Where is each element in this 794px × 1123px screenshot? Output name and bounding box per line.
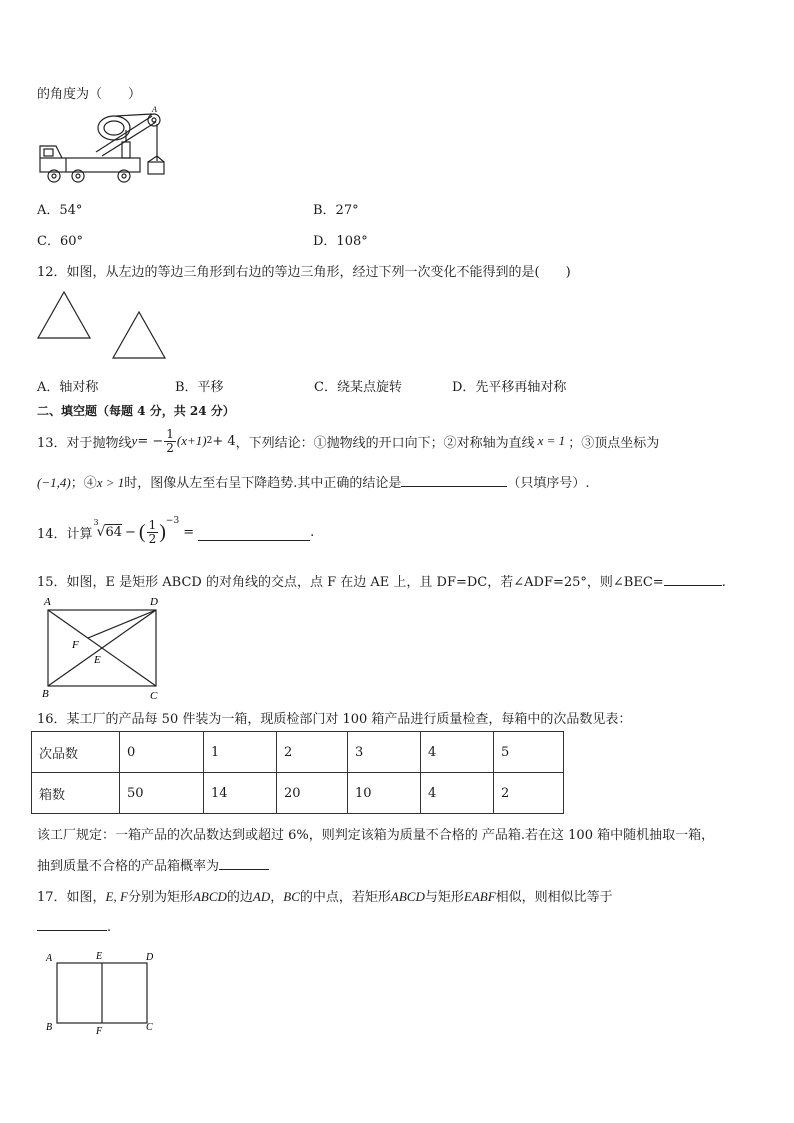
q17-t3: ， <box>270 890 284 905</box>
q14-radicand: 64 <box>105 525 123 540</box>
crane-truck-figure <box>36 106 166 188</box>
q16-stem: 16．某工厂的产品每 50 件装为一箱，现质检部门对 100 箱产品进行质量检查，每箱中的次品数见表： <box>37 712 632 727</box>
q17-eabf: EABF <box>463 889 496 904</box>
q17-ef: E, F <box>105 889 128 904</box>
q15-label-f: F <box>72 639 79 651</box>
q17-label-b: B <box>46 1022 53 1033</box>
q14-right-paren: ) <box>159 520 166 543</box>
q15-end: . <box>721 575 726 590</box>
right-triangle <box>113 312 165 358</box>
q17-end: . <box>107 920 112 935</box>
q13-frac-num: 1 <box>166 426 174 441</box>
q17-answer-line <box>37 916 111 935</box>
q12-option-c: C．绕某点旋转 <box>314 380 402 395</box>
q14-frac-num: 1 <box>148 517 157 532</box>
q17-bc: BC <box>283 889 300 904</box>
q14-prefix: 14．计算 <box>37 526 93 542</box>
q12-stem: 12．如图，从左边的等边三角形到右边的等边三角形，经过下列一次变化不能得到的是( ) <box>37 265 571 280</box>
q17-t1: 分别为矩形 <box>127 890 193 905</box>
table-cell: 次品数 <box>32 732 120 773</box>
q11-stem-tail: 的角度为（ ） <box>37 87 142 102</box>
q11-option-b: B．27° <box>313 203 359 218</box>
q15-label-c: C <box>150 690 158 702</box>
q15-label-d: D <box>150 596 158 608</box>
table-cell: 10 <box>348 773 421 814</box>
table-cell: 箱数 <box>32 773 120 814</box>
q15-label-a: A <box>44 596 51 608</box>
left-triangle <box>38 292 90 338</box>
q14-cube-root <box>93 518 123 540</box>
q17-label-f: F <box>96 1026 103 1037</box>
q13-line1 <box>37 424 659 458</box>
q13-line2-end: （只填序号）. <box>507 476 590 491</box>
table-cell: 5 <box>494 732 564 773</box>
q13-paren: (x+1) <box>176 433 207 448</box>
q13-fraction <box>164 428 176 455</box>
q16-answer-blank[interactable] <box>219 869 269 870</box>
q15-answer-blank[interactable] <box>664 585 722 586</box>
q13-text-after: ，下列结论：①抛物线的开口向下；②对称轴为直线 <box>235 435 535 451</box>
q13-answer-blank[interactable] <box>401 486 507 487</box>
q13-exp: 2 <box>206 436 213 446</box>
q14-left-paren: ( <box>138 520 146 543</box>
q12-option-a: A．轴对称 <box>37 380 99 395</box>
q17-stem <box>37 886 613 905</box>
q17-label-a: A <box>46 953 53 964</box>
table-cell: 2 <box>494 773 564 814</box>
q13-y: y <box>131 433 138 448</box>
q15-stem <box>37 571 726 590</box>
q17-label-e: E <box>96 951 103 962</box>
q16-rule-text: 抽到质量不合格的产品箱概率为 <box>37 859 220 874</box>
q17-answer-blank[interactable] <box>37 916 107 931</box>
q17-label-d: D <box>146 952 154 963</box>
q14-exp: −3 <box>165 516 180 526</box>
q13-line2-text: 时，图像从左至右呈下降趋势.其中正确的结论是 <box>124 476 402 491</box>
q14-eq: = <box>183 524 195 540</box>
table-cell: 3 <box>348 732 421 773</box>
table-row <box>32 773 564 814</box>
q17-t6: 相似，则相似比等于 <box>495 890 613 905</box>
q13-line2 <box>37 472 590 491</box>
q12-option-d: D．先平移再轴对称 <box>452 380 567 395</box>
table-cell: 14 <box>204 773 277 814</box>
q15-label-b: B <box>42 688 49 700</box>
q13-condition: x > 1 <box>96 475 125 490</box>
crane-label-a: A <box>152 106 157 114</box>
q15-label-e: E <box>94 654 101 666</box>
q11-option-c: C．60° <box>37 234 83 249</box>
q17-t2: 的边 <box>226 890 253 905</box>
q14-line <box>37 512 314 552</box>
q15-text: 15．如图，E 是矩形 ABCD 的对角线的交点，点 F 在边 AE 上，且 DF=DC，若∠ADF=25°，则∠BEC= <box>37 575 664 590</box>
q16-rule-line1: 该工厂规定：一箱产品的次品数达到或超过 6%，则判定该箱为质量不合格的 产品箱.若在这 100 箱中随机抽取一箱， <box>37 828 715 843</box>
q17-prefix: 17．如图， <box>37 890 106 905</box>
q13-text-after2: ；③顶点坐标为 <box>568 435 660 451</box>
q13-plus4: + 4 <box>212 433 236 449</box>
table-cell: 4 <box>421 732 494 773</box>
table-cell: 1 <box>204 732 277 773</box>
q13-vertex: (−1,4) <box>37 475 71 490</box>
q17-t4: 的中点，若矩形 <box>299 890 391 905</box>
table-cell: 0 <box>120 732 204 773</box>
q13-eq: = − <box>137 433 164 449</box>
table-cell: 50 <box>120 773 204 814</box>
q14-end: . <box>310 524 315 540</box>
q16-rule-line2 <box>37 855 269 874</box>
q17-ad: AD <box>252 889 271 904</box>
table-row <box>32 732 564 773</box>
q17-abcd2: ABCD <box>390 889 425 904</box>
rectangle-abcd-ef-figure <box>40 948 165 1038</box>
q14-fraction <box>147 519 159 546</box>
q11-option-d: D．108° <box>313 234 368 249</box>
defect-table <box>31 731 564 814</box>
q13-line2-mid: ；④ <box>70 476 97 491</box>
table-cell: 2 <box>277 732 348 773</box>
rectangle-abcd-figure <box>36 592 166 704</box>
q14-minus: − <box>125 524 136 540</box>
q17-abcd: ABCD <box>192 889 227 904</box>
q13-axis: x = 1 <box>537 433 566 448</box>
table-cell: 4 <box>421 773 494 814</box>
q17-label-c: C <box>146 1022 153 1033</box>
q12-option-b: B．平移 <box>175 380 224 395</box>
table-cell: 20 <box>277 773 348 814</box>
radical-sign-icon: √ <box>96 524 106 540</box>
q14-frac-den: 2 <box>148 531 157 546</box>
q13-frac-den: 2 <box>166 440 174 455</box>
q11-option-a: A．54° <box>37 203 83 218</box>
q17-t5: 与矩形 <box>424 890 464 905</box>
q13-prefix: 13．对于抛物线 <box>37 435 132 451</box>
section-heading: 二、填空题（每题 4 分，共 24 分） <box>37 404 235 418</box>
q14-root-index: 3 <box>93 518 99 527</box>
triangles-figure <box>36 290 171 362</box>
q14-answer-blank[interactable] <box>198 524 310 541</box>
